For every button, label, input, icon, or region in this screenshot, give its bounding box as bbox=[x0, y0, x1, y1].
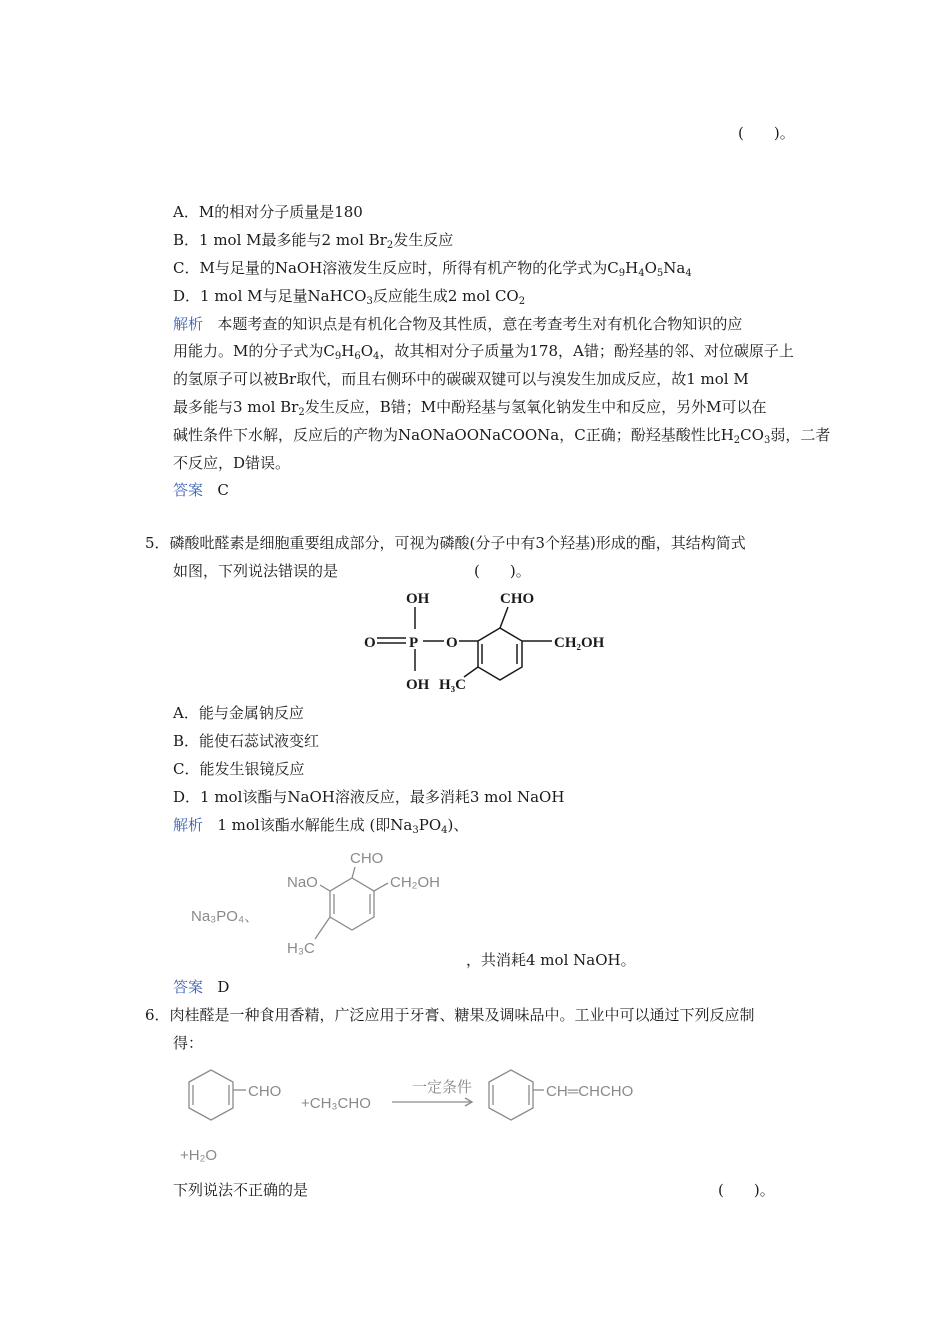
q4-analysis-line-3: 的氢原子可以被Br取代，而且右侧环中的碳碳双键可以与溴发生加成反应，故1 mol M bbox=[173, 370, 749, 388]
label-h3c: H₃C bbox=[287, 940, 315, 957]
q5-analysis: 解析 1 mol该酯水解能生成 (即$Na_3PO_4$)、 bbox=[173, 816, 469, 836]
label-oh-bottom: OH bbox=[406, 677, 430, 693]
answer-label: 答案 bbox=[173, 978, 204, 996]
q6-stem-line-3: 下列说法不正确的是 bbox=[173, 1181, 309, 1199]
analysis-label: 解析 bbox=[173, 816, 204, 834]
label-na3po4: Na₃PO₄、 bbox=[191, 908, 260, 925]
hydrolysis-product-structure bbox=[185, 843, 475, 961]
answer-value: D bbox=[217, 978, 230, 996]
q5-option-c: C．能发生银镜反应 bbox=[173, 760, 305, 778]
q4-answer bbox=[173, 480, 229, 500]
q6-stem-line-2: 得： bbox=[173, 1034, 204, 1052]
cinnamaldehyde-reaction bbox=[176, 1062, 676, 1172]
label-oh-top: OH bbox=[406, 591, 430, 607]
q6-stem-line-1: 6．肉桂醛是一种食用香精，广泛应用于牙膏、糖果及调味品中。工业中可以通过下列反应制 bbox=[145, 1006, 755, 1024]
q4-option-a: A．M的相对分子质量是180 bbox=[173, 203, 363, 221]
label-product: CH═CHCHO bbox=[546, 1083, 634, 1100]
label-h3c: H₃C bbox=[439, 677, 466, 693]
q4-analysis-line-6: 不反应，D错误。 bbox=[173, 454, 291, 472]
q4-analysis-line-1: 解析 本题考查的知识点是有机化合物及其性质，意在考查考生对有机化合物知识的应 bbox=[173, 315, 743, 333]
q4-analysis-line-4: 最多能与3 mol $Br_2$发生反应，B错；M中酚羟基与氢氧化钠发生中和反应，另外M可以在 bbox=[173, 398, 767, 418]
label-p: P bbox=[409, 635, 419, 651]
analysis-label: 解析 bbox=[173, 315, 204, 333]
label-nao: NaO bbox=[287, 874, 318, 891]
q5-option-b: B．能使石蕊试液变红 bbox=[173, 732, 320, 750]
q4-option-c: C．M与足量的NaOH溶液发生反应时，所得有机产物的化学式为$C_9H_4O_5Na_4$ bbox=[173, 259, 692, 279]
q4-option-d: D．1 mol M与足量NaHCO$_3$反应能生成2 mol $CO_2$ bbox=[173, 287, 526, 307]
q5-naoh-consumed: ，共消耗4 mol NaOH。 bbox=[466, 951, 636, 969]
q5-answer-bracket: ( )。 bbox=[474, 562, 531, 580]
label-ch2oh: CH₂OH bbox=[390, 874, 440, 891]
label-water: +H₂O bbox=[180, 1147, 218, 1164]
q4-analysis-line-2: 用能力。M的分子式为$C_9H_6O_4$，故其相对分子质量为178，A错；酚羟基的邻、对位碳原子上 bbox=[173, 342, 794, 362]
label-reaction-condition: 一定条件 bbox=[412, 1079, 473, 1096]
label-benzaldehyde-cho: CHO bbox=[248, 1083, 282, 1100]
q5-answer bbox=[173, 977, 229, 997]
q5-option-d: D．1 mol该酯与NaOH溶液反应，最多消耗3 mol NaOH bbox=[173, 788, 565, 806]
label-acetaldehyde: +CH₃CHO bbox=[301, 1095, 371, 1112]
answer-value: C bbox=[217, 481, 229, 499]
answer-label: 答案 bbox=[173, 481, 204, 499]
q5-stem-line-2: 如图，下列说法错误的是 bbox=[173, 562, 339, 580]
label-o-ester: O bbox=[446, 635, 458, 651]
label-o-double: O bbox=[364, 635, 376, 651]
label-ch2oh: CH₂OH bbox=[554, 635, 605, 651]
q5-stem-line-1: 5．磷酸吡醛素是细胞重要组成部分，可视为磷酸(分子中有3个羟基)形成的酯，其结构简式 bbox=[145, 534, 746, 552]
q4-answer-bracket: ( )。 bbox=[738, 124, 795, 142]
label-cho: CHO bbox=[500, 591, 535, 607]
q4-option-b: B．1 mol M最多能与2 mol $Br_2$发生反应 bbox=[173, 231, 454, 251]
q5-option-a: A．能与金属钠反应 bbox=[173, 704, 304, 722]
q6-answer-bracket: ( )。 bbox=[718, 1181, 775, 1199]
label-cho: CHO bbox=[350, 850, 384, 867]
q4-analysis-line-5: 碱性条件下水解，反应后的产物为NaONaOONaCOONa，C正确；酚羟基酸性比$H_2CO_3$弱，二者 bbox=[173, 426, 831, 446]
pyridoxal-phosphate-structure bbox=[360, 585, 630, 697]
